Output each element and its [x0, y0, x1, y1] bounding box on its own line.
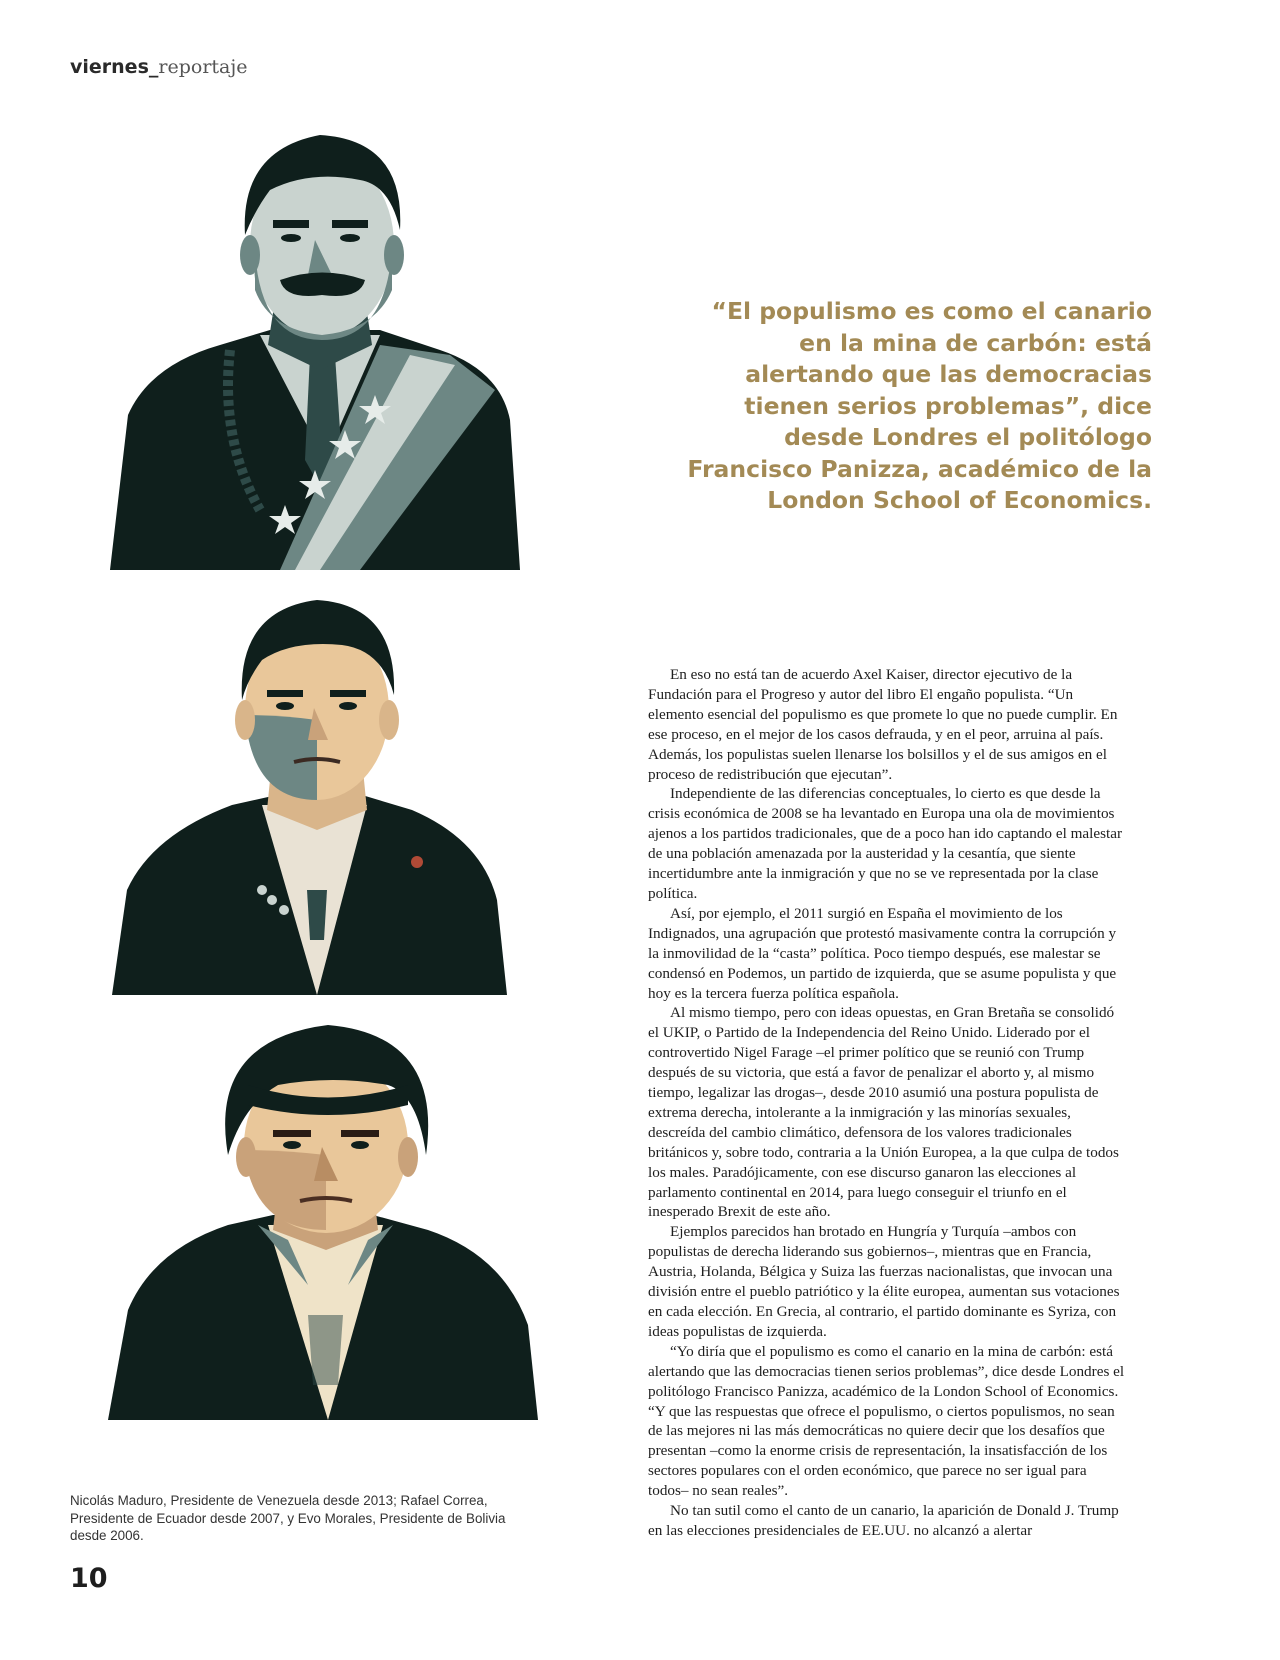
- article-paragraph: En eso no está tan de acuerdo Axel Kaiser, director ejecutivo de la Fundación para el Progreso y autor del libro El engaño populista. “Un elemento esencial del populismo es que promete lo que no puede cumplir. En ese proceso, en el mejor de los casos defrauda, y en el peor, arruina al país. Además, los populistas suelen llenarse los bolsillos y el de sus amigos en el proceso de redistribución que ejecutan”.: [648, 666, 1118, 783]
- article-paragraph: Así, por ejemplo, el 2011 surgió en España el movimiento de los Indignados, una agrupación que protestó masivamente contra la corrupción y la inmovilidad de la “casta” política. Poco tiempo después, ese malestar se condensó en Podemos, un partido de izquierda, que se asume populista y que hoy es la tercera fuerza política española.: [648, 904, 1117, 1002]
- page-number: 10: [70, 1563, 108, 1594]
- article-paragraph: “Yo diría que el populismo es como el canario en la mina de carbón: está alertando que las democracias tienen serios problemas”, dice desde Londres el politólogo Francisco Panizza, académico de la London School of Economics. “Y que las respuestas que ofrece el populismo, o ciertos populismos, no sean de las mejores ni las más democráticas no quiere decir que los desafíos que presentan –como la enorme crisis de representación, la insatisfacción de los sectores populares con el orden económico, que parece no ser igual para todos– no sean reales”.: [648, 1342, 1125, 1500]
- section-label: [70, 56, 248, 78]
- portrait-maduro-illustration: [110, 130, 540, 570]
- article-paragraph: Independiente de las diferencias conceptuales, lo cierto es que desde la crisis económica de 2008 se ha levantado en Europa una ola de movimientos ajenos a los partidos tradicionales, que de a poco han ido captando el malestar de una población amenazada por la austeridad y la cesantía, que siente incertidumbre ante la inmigración y que no se ve representada por la clase política.: [648, 785, 1123, 902]
- section-label-section: reportaje: [158, 56, 248, 78]
- illustration-caption: Nicolás Maduro, Presidente de Venezuela desde 2013; Rafael Correa, Presidente de Ecuador desde 2007, y Evo Morales, Presidente de Bolivia desde 2006.: [70, 1493, 506, 1543]
- article-body: [648, 665, 1128, 1541]
- section-label-day: viernes_: [70, 56, 159, 78]
- pull-quote: “El populismo es como el canario en la mina de carbón: está alertando que las democracias tienen serios problemas”, dice desde Londres el politólogo Francisco Panizza, académico de la London School of Economics.: [687, 297, 1152, 514]
- portrait-morales-illustration: [108, 1025, 548, 1435]
- portrait-correa-illustration: [112, 600, 527, 1000]
- article-paragraph: Ejemplos parecidos han brotado en Hungría y Turquía –ambos con populistas de derecha liderando sus gobiernos–, mientras que en Francia, Austria, Holanda, Bélgica y Suiza las fuerzas nacionalistas, que invocan una división entre el pueblo patriótico y la élite europea, aumentan sus votaciones en cada elección. En Grecia, al contrario, el partido dominante es Syriza, con ideas populistas de izquierda.: [648, 1223, 1120, 1340]
- article-paragraph: Al mismo tiempo, pero con ideas opuestas, en Gran Bretaña se consolidó el UKIP, o Partido de la Independencia del Reino Unido. Liderado por el controvertido Nigel Farage –el primer político que se reunió con Trump después de su victoria, que está a favor de penalizar el aborto y, al mismo tiempo, legalizar las drogas–, desde 2010 asumió una postura populista de extrema derecha, intolerante a la inmigración y las minorías sexuales, descreída del cambio climático, defensora de los valores tradicionales británicos y, sobre todo, contraria a la Unión Europea, a la que culpa de todos los males. Paradójicamente, con ese discurso ganaron las elecciones al parlamento continental en 2014, para luego conseguir el triunfo en el inesperado Brexit de este año.: [648, 1004, 1119, 1221]
- article-paragraph: No tan sutil como el canto de un canario, la aparición de Donald J. Trump en las elecciones presidenciales de EE.UU. no alcanzó a alertar: [648, 1502, 1119, 1539]
